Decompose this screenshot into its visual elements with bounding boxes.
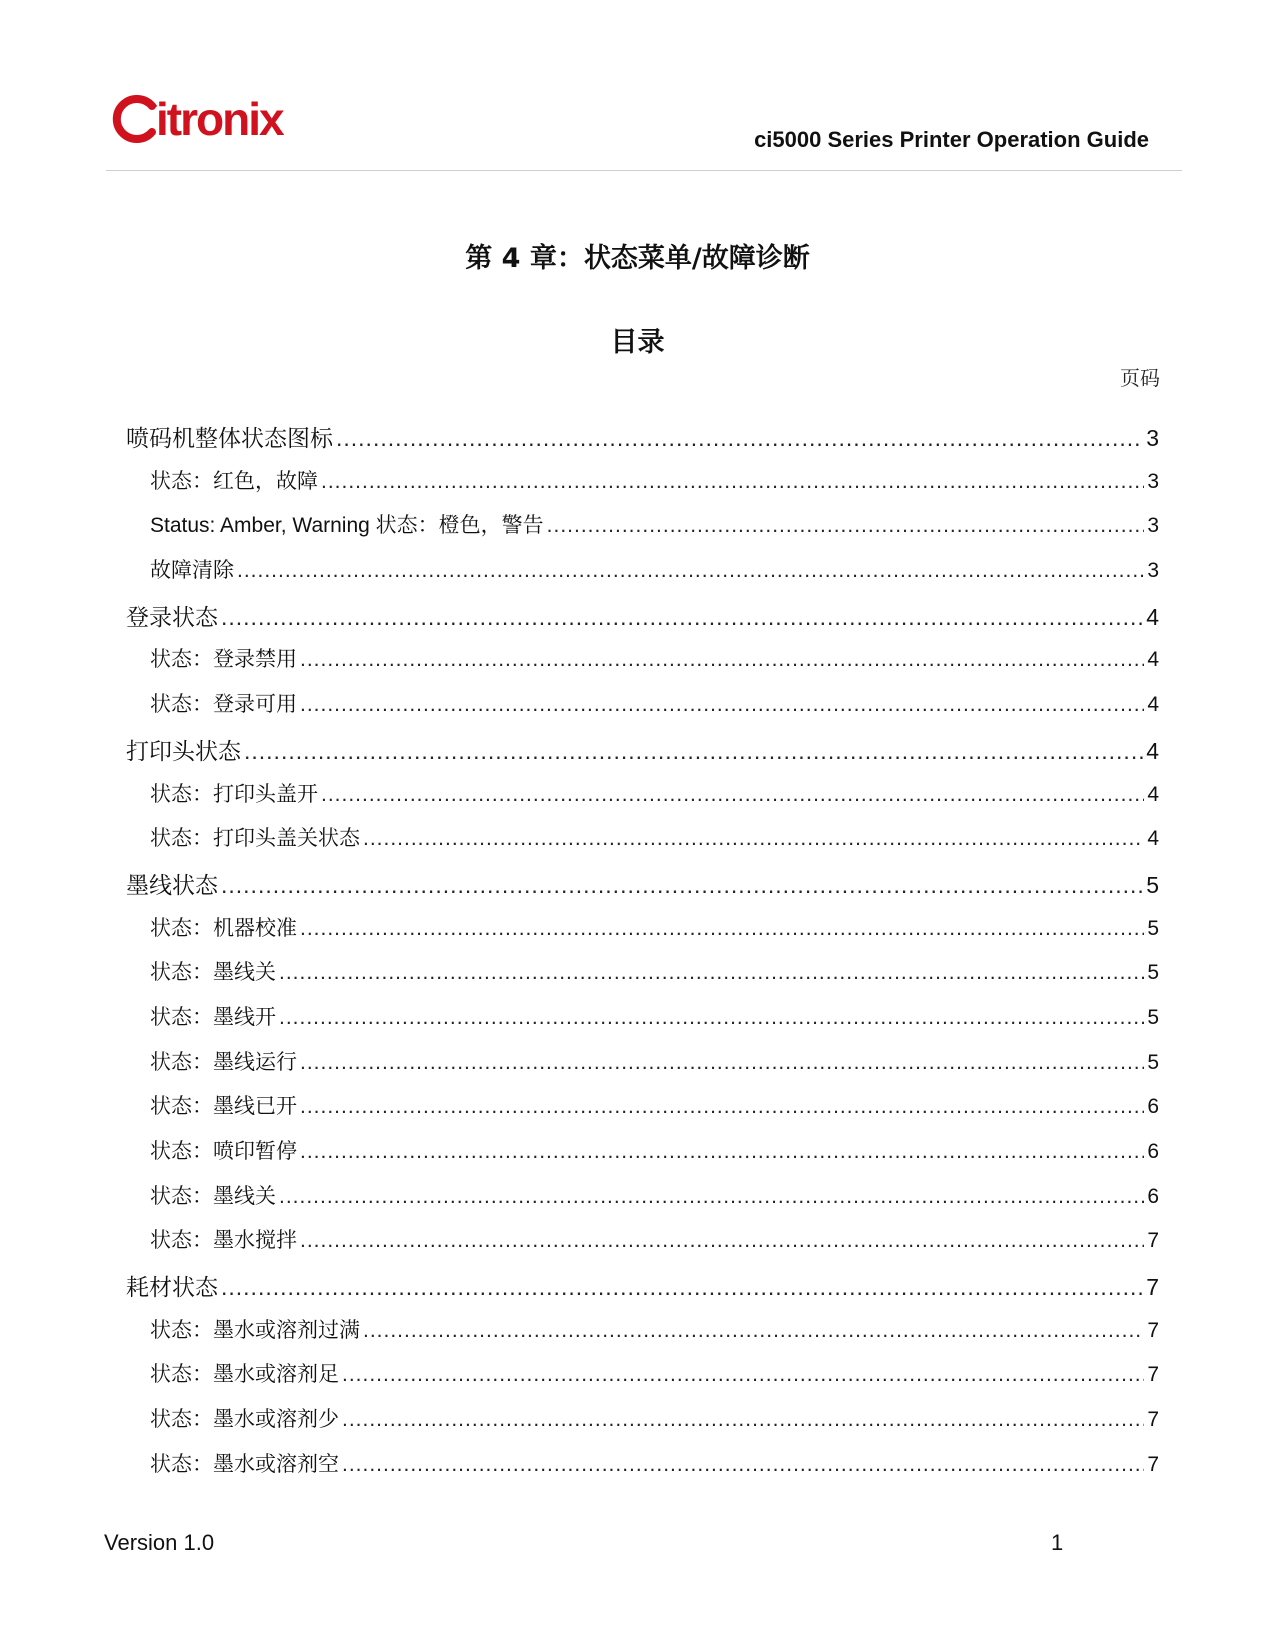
toc-entry[interactable] (126, 688, 1159, 733)
toc-dot-leader (300, 1095, 1144, 1119)
toc-entry-page: 7 (1147, 1363, 1159, 1387)
toc-entry-page: 7 (1147, 1452, 1159, 1476)
toc-entry-page: 6 (1147, 1095, 1159, 1119)
toc-entry[interactable] (126, 956, 1159, 1001)
toc-dot-leader (342, 1453, 1144, 1477)
toc-dot-leader (221, 872, 1143, 899)
header-divider (106, 170, 1182, 171)
document-title: ci5000 Series Printer Operation Guide (754, 127, 1149, 152)
toc-entry-title (150, 912, 297, 942)
toc-entry[interactable] (126, 420, 1159, 465)
toc-entry-page: 3 (1147, 469, 1159, 493)
toc-entry-title-text: 状态：墨线已开 (150, 1094, 297, 1119)
toc-entry-title-text: 耗材状态 (126, 1275, 218, 1302)
toc-entry-title (150, 1135, 297, 1165)
toc-entry[interactable] (126, 1224, 1159, 1269)
toc-entry-title (150, 1046, 297, 1076)
toc-entry[interactable] (126, 912, 1159, 957)
toc-entry-title-text: 状态：打印头盖关状态 (150, 826, 360, 851)
toc-entry[interactable] (126, 1269, 1159, 1314)
toc-entry-title (126, 1269, 218, 1302)
toc-entry[interactable] (126, 1448, 1159, 1493)
toc-dot-leader (237, 559, 1144, 583)
toc-entry-title (150, 822, 360, 852)
toc-entry-title (126, 599, 218, 632)
toc-dot-leader (221, 604, 1143, 631)
toc-entry[interactable] (126, 1090, 1159, 1135)
toc-entry[interactable] (126, 822, 1159, 867)
toc-entry-page: 4 (1146, 737, 1159, 764)
toc-entry-title-text: 状态：墨线开 (150, 1004, 276, 1029)
toc-entry-title (150, 1180, 276, 1210)
toc-entry-title-text: 状态：墨水或溶剂空 (150, 1451, 339, 1476)
toc-entry[interactable] (126, 1358, 1159, 1403)
toc-entry[interactable] (126, 1046, 1159, 1091)
footer-page-number: 1 (1051, 1530, 1064, 1555)
toc-entry-title (150, 1001, 276, 1031)
toc-entry-page: 4 (1146, 603, 1159, 630)
toc-entry-title-text: 喷码机整体状态图标 (126, 426, 333, 452)
toc-entry-page: 4 (1147, 827, 1159, 851)
toc-entry-title-text: 状态：墨水或溶剂少 (150, 1407, 339, 1432)
toc-dot-leader (300, 917, 1144, 941)
toc-entry[interactable] (126, 867, 1159, 912)
toc-entry-page: 4 (1147, 782, 1159, 806)
page-column-label: 页码 (1120, 366, 1160, 390)
toc-entry-page: 7 (1147, 1318, 1159, 1342)
toc-entry-title-text: 状态：墨线运行 (150, 1049, 297, 1074)
toc-entry-title (126, 867, 218, 900)
toc-entry-title-text: 状态：红色，故障 (150, 468, 318, 493)
toc-dot-leader (363, 827, 1144, 851)
toc-entry-title-text: 状态：墨水搅拌 (150, 1228, 297, 1253)
citronix-logo (112, 78, 283, 144)
toc-entry-title-text: 状态：墨水或溶剂过满 (150, 1317, 360, 1342)
toc-entry-title (150, 554, 234, 584)
toc-entry-title (150, 1314, 360, 1344)
toc-dot-leader (300, 1229, 1144, 1253)
toc-entry-page: 6 (1147, 1140, 1159, 1163)
toc-entry-title (150, 1358, 339, 1388)
toc-entry-title (150, 1224, 297, 1254)
toc-entry-title (126, 420, 333, 453)
toc-entry-page: 7 (1146, 1274, 1159, 1301)
toc-dot-leader (300, 693, 1144, 717)
toc-dot-leader (300, 1140, 1144, 1164)
toc-entry-title-text: 登录状态 (126, 604, 218, 631)
toc-entry-page: 7 (1147, 1408, 1159, 1432)
toc-entry[interactable] (126, 599, 1159, 644)
toc-entry-page: 5 (1147, 1005, 1159, 1029)
toc-dot-leader (547, 514, 1145, 538)
toc-entry-title (126, 733, 241, 766)
toc-entry-title (150, 688, 297, 718)
table-of-contents (126, 420, 1159, 1493)
toc-entry-page: 3 (1147, 514, 1159, 538)
toc-entry-title-text: 状态：墨线关 (150, 1183, 276, 1208)
toc-entry-title-text: 墨线状态 (126, 872, 218, 899)
toc-dot-leader (300, 648, 1144, 672)
toc-entry-title (150, 778, 318, 808)
toc-entry-page: 4 (1147, 693, 1159, 717)
toc-entry-page: 5 (1146, 871, 1159, 898)
toc-entry-title-text: 状态：登录禁用 (150, 647, 297, 672)
toc-entry-title-latin: Status: Amber, Warning (150, 514, 376, 538)
toc-dot-leader (279, 1185, 1144, 1209)
toc-entry-title (150, 465, 318, 495)
toc-entry-title-text: 故障清除 (150, 558, 234, 583)
toc-entry[interactable] (126, 1001, 1159, 1046)
toc-entry[interactable] (126, 778, 1159, 823)
toc-entry-title (150, 956, 276, 986)
toc-entry[interactable] (126, 465, 1159, 510)
toc-entry-title (150, 1090, 297, 1120)
toc-entry-title (150, 1448, 339, 1478)
toc-dot-leader (336, 425, 1143, 452)
toc-entry[interactable] (126, 1403, 1159, 1448)
toc-entry-title-text: 打印头状态 (126, 738, 241, 765)
toc-entry[interactable] (126, 1180, 1159, 1225)
toc-entry-page: 3 (1147, 559, 1159, 583)
toc-entry-title-text: 状态：喷印暂停 (150, 1139, 297, 1163)
toc-entry-page: 5 (1147, 916, 1159, 940)
toc-entry-title-text: 状态：橙色，警告 (375, 513, 544, 538)
toc-dot-leader (321, 470, 1144, 494)
toc-entry-title-text: 状态：打印头盖开 (150, 781, 318, 806)
toc-dot-leader (300, 1051, 1144, 1075)
toc-entry-title (150, 1403, 339, 1433)
logo-c-ring-icon (112, 94, 162, 144)
toc-dot-leader (244, 738, 1143, 765)
toc-entry-title (150, 643, 297, 673)
toc-dot-leader (279, 961, 1144, 985)
toc-entry-title-text: 状态：登录可用 (150, 692, 297, 717)
toc-entry-title (150, 509, 544, 539)
toc-dot-leader (221, 1274, 1143, 1301)
toc-entry[interactable] (126, 1314, 1159, 1359)
toc-entry[interactable] (126, 509, 1159, 554)
toc-entry-page: 7 (1147, 1229, 1159, 1253)
toc-entry-title-text: 状态：墨线关 (150, 960, 276, 985)
toc-entry[interactable] (126, 643, 1159, 688)
toc-dot-leader (279, 1006, 1144, 1030)
logo-wordmark: itronix (156, 93, 283, 145)
toc-dot-leader (321, 783, 1144, 807)
toc-dot-leader (363, 1319, 1144, 1343)
footer-version: Version 1.0 (104, 1530, 215, 1555)
toc-entry-page: 5 (1147, 961, 1159, 985)
toc-dot-leader (342, 1363, 1144, 1387)
toc-entry-page: 6 (1147, 1184, 1159, 1208)
toc-entry-page: 3 (1146, 425, 1159, 451)
toc-entry-title-text: 状态：墨水或溶剂足 (150, 1362, 339, 1387)
toc-entry[interactable] (126, 733, 1159, 778)
toc-entry-page: 4 (1147, 648, 1159, 672)
toc-entry[interactable] (126, 1135, 1159, 1180)
chapter-title: 第 4 章：状态菜单/故障诊断 (465, 243, 810, 274)
toc-heading: 目录 (610, 327, 665, 358)
toc-entry-page: 5 (1147, 1050, 1159, 1074)
toc-entry-title-text: 状态：机器校准 (150, 915, 297, 940)
toc-dot-leader (342, 1408, 1144, 1432)
toc-entry[interactable] (126, 554, 1159, 599)
